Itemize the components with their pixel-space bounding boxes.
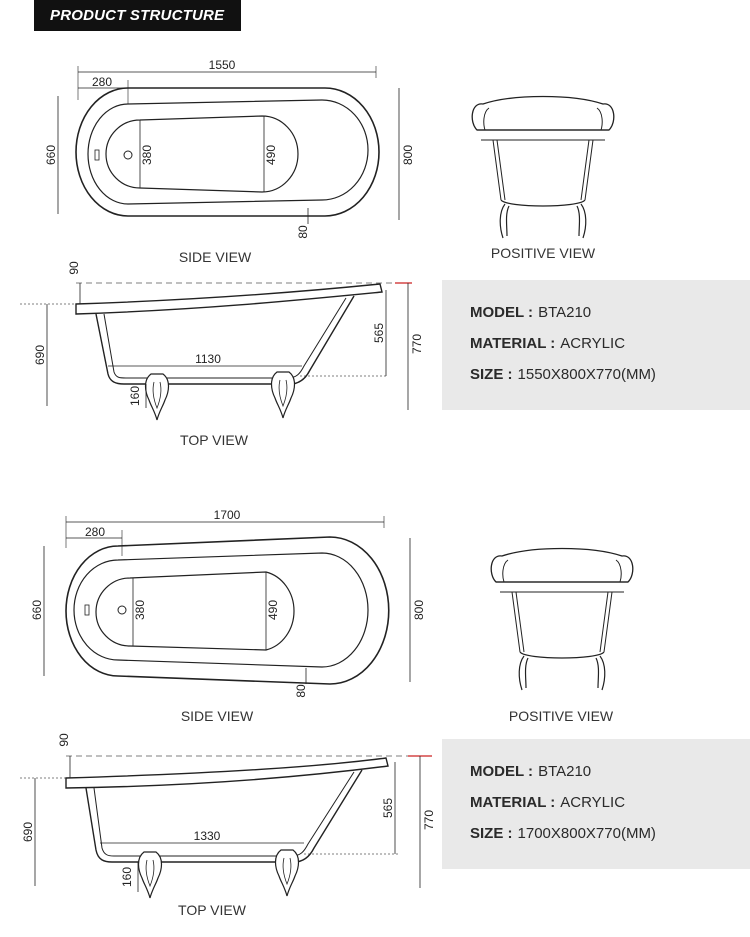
dim-rim: 80 [296, 225, 310, 239]
caption-top-view: TOP VIEW [178, 902, 246, 918]
spec-panel-1 [442, 280, 750, 410]
dim-foot-height: 160 [120, 866, 134, 888]
caption-positive-view: POSITIVE VIEW [490, 245, 596, 261]
spec-size-value: 1700X800X770(MM) [517, 825, 656, 842]
dim-total-height: 770 [422, 809, 436, 831]
dim-total-height: 770 [410, 333, 424, 355]
dim-depth: 565 [381, 797, 395, 819]
spec-material-label: MATERIAL : [470, 794, 556, 811]
dim-bowl-width: 490 [264, 144, 278, 166]
spec-size-label: SIZE : [470, 366, 513, 383]
spec-material [470, 335, 625, 352]
caption-positive-view: POSITIVE VIEW [508, 708, 614, 724]
spec-material-value: ACRYLIC [560, 794, 626, 811]
dim-rim-drop: 90 [57, 733, 71, 747]
dim-bottom-length: 1330 [193, 829, 221, 843]
product-1-positive-view [472, 97, 614, 262]
dim-foot-height: 160 [128, 385, 142, 407]
dim-width-outer: 800 [412, 599, 426, 621]
caption-top-view: TOP VIEW [180, 432, 248, 448]
spec-material-label: MATERIAL : [470, 335, 556, 352]
spec-material-value: ACRYLIC [560, 335, 626, 352]
dim-drain-width: 380 [140, 144, 154, 166]
dim-bottom-length: 1130 [195, 352, 221, 366]
tub-rim [66, 758, 388, 788]
overflow-hole [85, 605, 89, 615]
dim-rim-drop: 90 [67, 261, 81, 275]
product-1-top-plan [44, 58, 415, 265]
dim-rim: 80 [294, 684, 308, 698]
spec-model-label: MODEL : [470, 304, 534, 321]
dim-drain-width: 380 [133, 599, 147, 621]
caption-side-view: SIDE VIEW [178, 249, 252, 265]
spec-panel-2 [442, 739, 750, 869]
product-2-top-plan [30, 508, 426, 724]
spec-model [470, 763, 591, 780]
dim-offset: 280 [91, 75, 113, 89]
section-title: PRODUCT STRUCTURE [50, 7, 225, 24]
dim-front-height: 690 [21, 821, 35, 843]
dim-width-inner: 660 [44, 144, 58, 166]
spec-size [470, 825, 656, 842]
dim-front-height: 690 [33, 344, 47, 366]
spec-material [470, 794, 625, 811]
spec-size [470, 366, 656, 383]
product-1-side-elevation [20, 261, 424, 448]
dim-length: 1550 [208, 58, 236, 72]
drain-hole [124, 151, 132, 159]
drain-hole [118, 606, 126, 614]
spec-model-value: BTA210 [538, 763, 592, 780]
tub-rim [76, 284, 382, 314]
tub-outline-outer [76, 88, 379, 216]
spec-size-label: SIZE : [470, 825, 513, 842]
dim-width-outer: 800 [401, 144, 415, 166]
product-2-positive-view [491, 549, 633, 725]
dim-length: 1700 [213, 508, 241, 522]
spec-model [470, 304, 591, 321]
dim-width-inner: 660 [30, 599, 44, 621]
spec-model-label: MODEL : [470, 763, 534, 780]
product-2-side-elevation [20, 733, 436, 918]
overflow-hole [95, 150, 99, 160]
spec-model-value: BTA210 [538, 304, 592, 321]
dim-depth: 565 [372, 322, 386, 344]
dim-bowl-width: 490 [266, 599, 280, 621]
dim-offset: 280 [84, 525, 106, 539]
spec-size-value: 1550X800X770(MM) [517, 366, 656, 383]
caption-side-view: SIDE VIEW [180, 708, 254, 724]
